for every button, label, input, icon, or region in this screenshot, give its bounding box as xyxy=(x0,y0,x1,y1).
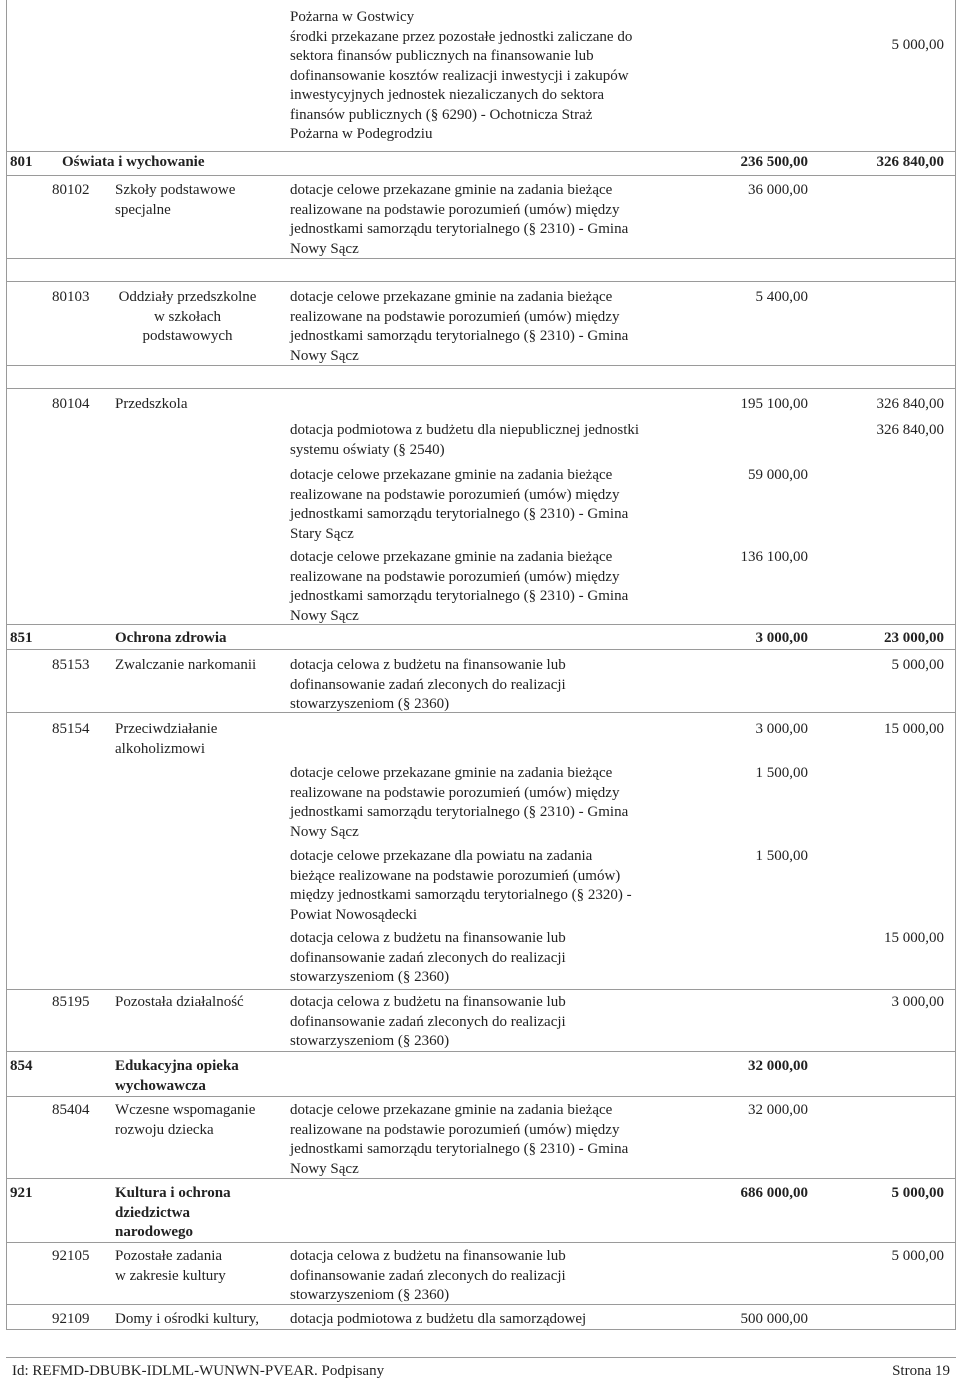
row-description xyxy=(290,466,680,544)
desc-line: jednostkami samorządu terytorialnego (§ 2310) - Gmina xyxy=(290,328,629,344)
amount-col2: 5 000,00 xyxy=(891,657,944,673)
rozdzial-name xyxy=(115,1247,226,1286)
desc-line: jednostkami samorządu terytorialnego (§ 2310) - Gmina xyxy=(290,221,629,237)
rozdzial-code: 85154 xyxy=(52,721,90,737)
desc-line: dotacje celowe przekazane gminie na zadania bieżące xyxy=(290,549,613,565)
rozdzial-code: 80104 xyxy=(52,396,90,412)
amount-col2: 5 000,00 xyxy=(891,1248,944,1264)
desc-line: Nowy Sącz xyxy=(290,607,359,624)
name-line: rozwoju dziecka xyxy=(115,1121,214,1138)
row-separator xyxy=(6,989,956,990)
desc-line: dotacje celowe przekazane gminie na zadania bieżące xyxy=(290,1102,613,1118)
desc-line: jednostkami samorządu terytorialnego (§ 2310) - Gmina xyxy=(290,506,629,522)
desc-line: realizowane na podstawie porozumień (umów) między xyxy=(290,308,620,325)
desc-line: Nowy Sącz xyxy=(290,240,359,257)
desc-line: stowarzyszeniom (§ 2360) xyxy=(290,696,450,712)
desc-line: dofinansowanie kosztów realizacji inwestycji i zakupów xyxy=(290,67,629,84)
rozdzial-code: 80102 xyxy=(52,182,90,198)
desc-line: bieżące realizowane na podstawie porozumień (umów) xyxy=(290,867,621,884)
dzial-code: 854 xyxy=(10,1058,33,1074)
desc-line: jednostkami samorządu terytorialnego (§ 2310) - Gmina xyxy=(290,588,629,604)
amount-col1: 500 000,00 xyxy=(740,1311,808,1327)
desc-line: systemu oświaty (§ 2540) xyxy=(290,441,445,458)
dzial-name xyxy=(115,1184,231,1243)
desc-line: realizowane na podstawie porozumień (umów) między xyxy=(290,784,620,801)
amount-col2: 326 840,00 xyxy=(876,422,944,438)
amount-col1: 59 000,00 xyxy=(748,467,808,483)
name-line: alkoholizmowi xyxy=(115,740,205,757)
row-description xyxy=(290,1310,710,1330)
desc-line: dotacja celowa z budżetu na finansowanie lub xyxy=(290,1248,566,1264)
row-separator xyxy=(6,281,956,282)
row-description xyxy=(290,847,680,925)
desc-line: Powiat Nowosądecki xyxy=(290,906,418,923)
amount-col1: 3 000,00 xyxy=(755,630,808,646)
desc-line: jednostkami samorządu terytorialnego (§ 2310) - Gmina xyxy=(290,804,629,820)
desc-line: realizowane na podstawie porozumień (umów) między xyxy=(290,1121,620,1138)
desc-line: dotacja celowa z budżetu na finansowanie lub xyxy=(290,657,566,673)
name-line: Wczesne wspomaganie xyxy=(115,1102,256,1118)
row-top-description xyxy=(290,8,680,145)
rozdzial-name xyxy=(115,1101,255,1140)
name-line: podstawowych xyxy=(142,328,233,344)
desc-line: stowarzyszeniom (§ 2360) xyxy=(290,1287,450,1303)
amount-col2: 15 000,00 xyxy=(884,930,944,946)
rozdzial-name: Zwalczanie narkomanii xyxy=(115,657,257,673)
desc-line: finansów publicznych (§ 6290) - Ochotnicza Straż xyxy=(290,106,593,123)
amount-col1: 136 100,00 xyxy=(740,549,808,565)
rozdzial-code: 85195 xyxy=(52,994,90,1010)
amount-col1: 686 000,00 xyxy=(740,1185,808,1201)
amount-col1: 195 100,00 xyxy=(740,396,808,412)
row-separator xyxy=(6,388,956,389)
row-description xyxy=(290,548,680,626)
desc-line: dofinansowanie zadań zleconych do realizacji xyxy=(290,1267,566,1284)
row-description xyxy=(290,1247,680,1306)
amount-col1: 3 000,00 xyxy=(755,721,808,737)
row-separator xyxy=(6,151,956,152)
table-border-left xyxy=(6,0,7,1330)
amount-col1: 236 500,00 xyxy=(740,154,808,170)
desc-line: między jednostkami samorządu terytorialnego (§ 2320) - xyxy=(290,887,632,903)
rozdzial-code: 85153 xyxy=(52,657,90,673)
name-line: Kultura i ochrona xyxy=(115,1185,231,1201)
desc-line: dotacje celowe przekazane gminie na zadania bieżące xyxy=(290,182,613,198)
desc-line: Nowy Sącz xyxy=(290,1160,359,1177)
name-line: w szkołach xyxy=(153,308,222,325)
desc-line: dotacja celowa z budżetu na finansowanie lub xyxy=(290,930,566,946)
dzial-code: 921 xyxy=(10,1185,33,1201)
desc-line: inwestycyjnych jednostek niezaliczanych do sektora xyxy=(290,87,605,103)
rozdzial-name xyxy=(115,720,217,759)
name-line: Pozostałe zadania xyxy=(115,1248,223,1264)
rozdzial-code: 80103 xyxy=(52,289,90,305)
rozdzial-name xyxy=(115,288,260,347)
desc-line: Pożarna w Podegrodziu xyxy=(290,126,433,142)
row-description xyxy=(290,656,680,715)
row-separator xyxy=(6,175,956,176)
desc-line: Stary Sącz xyxy=(290,525,354,542)
desc-line: dotacje celowe przekazane gminie na zadania bieżące xyxy=(290,289,613,305)
amount-col2: 5 000,00 xyxy=(891,37,944,53)
row-description xyxy=(290,929,680,988)
name-line: dziedzictwa xyxy=(115,1204,190,1221)
amount-col2: 23 000,00 xyxy=(884,630,944,646)
name-line: Oddziały przedszkolne xyxy=(118,289,257,305)
name-line: Szkoły podstawowe xyxy=(115,182,236,198)
amount-col1: 32 000,00 xyxy=(748,1058,808,1074)
amount-col2: 5 000,00 xyxy=(891,1185,944,1201)
rozdzial-name: Pozostała działalność xyxy=(115,994,244,1010)
desc-line: realizowane na podstawie porozumień (umów) między xyxy=(290,486,620,503)
desc-line: jednostkami samorządu terytorialnego (§ 2310) - Gmina xyxy=(290,1141,629,1157)
name-line: specjalne xyxy=(115,201,171,218)
amount-col2: 326 840,00 xyxy=(876,396,944,412)
desc-line: dotacja podmiotowa z budżetu dla niepublicznej jednostki xyxy=(290,422,640,438)
desc-line: Nowy Sącz xyxy=(290,823,359,840)
dzial-name: Ochrona zdrowia xyxy=(115,630,227,646)
amount-col2: 15 000,00 xyxy=(884,721,944,737)
amount-col1: 32 000,00 xyxy=(748,1102,808,1118)
footer-separator xyxy=(6,1357,956,1358)
desc-line: Nowy Sącz xyxy=(290,347,359,364)
dzial-code: 851 xyxy=(10,630,33,646)
document-id: Id: REFMD-DBUBK-IDLML-WUNWN-PVEAR. Podpisany xyxy=(12,1363,385,1379)
row-description xyxy=(290,421,710,460)
amount-col2: 3 000,00 xyxy=(891,994,944,1010)
amount-col1: 1 500,00 xyxy=(755,765,808,781)
row-separator xyxy=(6,649,956,650)
desc-line: realizowane na podstawie porozumień (umów) między xyxy=(290,568,620,585)
table-border-right xyxy=(955,0,956,1330)
row-separator xyxy=(6,1096,956,1097)
desc-line: stowarzyszeniom (§ 2360) xyxy=(290,1033,450,1049)
desc-line: dofinansowanie zadań zleconych do realizacji xyxy=(290,949,566,966)
amount-col2: 326 840,00 xyxy=(876,154,944,170)
row-description xyxy=(290,764,680,842)
name-line: w zakresie kultury xyxy=(115,1267,226,1284)
row-description xyxy=(290,288,680,366)
rozdzial-name: Domy i ośrodki kultury, xyxy=(115,1311,260,1327)
desc-line: realizowane na podstawie porozumień (umów) między xyxy=(290,201,620,218)
desc-line: Pożarna w Gostwicy xyxy=(290,9,415,25)
name-line: Przeciwdziałanie xyxy=(115,721,218,737)
rozdzial-code: 92105 xyxy=(52,1248,90,1264)
dzial-name xyxy=(115,1057,239,1096)
rozdzial-name xyxy=(115,181,235,220)
row-description xyxy=(290,181,680,259)
desc-line: sektora finansów publicznych na finansowanie lub xyxy=(290,48,594,64)
name-line: narodowego xyxy=(115,1224,194,1240)
amount-col1: 5 400,00 xyxy=(755,289,808,305)
rozdzial-name: Przedszkola xyxy=(115,396,188,412)
desc-line: dofinansowanie zadań zleconych do realizacji xyxy=(290,1013,566,1030)
rozdzial-code: 92109 xyxy=(52,1311,90,1327)
desc-line: dotacje celowe przekazane dla powiatu na zadania xyxy=(290,848,593,864)
desc-line: środki przekazane przez pozostałe jednostki zaliczane do xyxy=(290,28,633,45)
desc-line: dotacje celowe przekazane gminie na zadania bieżące xyxy=(290,765,613,781)
amount-col1: 36 000,00 xyxy=(748,182,808,198)
row-description xyxy=(290,1101,680,1179)
dzial-name: Oświata i wychowanie xyxy=(62,154,205,170)
desc-line: dotacja celowa z budżetu na finansowanie lub xyxy=(290,994,566,1010)
rozdzial-code: 85404 xyxy=(52,1102,90,1118)
name-line: wychowawcza xyxy=(115,1077,206,1094)
page-number: Strona 19 xyxy=(892,1363,950,1379)
name-line: Edukacyjna opieka xyxy=(115,1058,239,1074)
dzial-code: 801 xyxy=(10,154,33,170)
row-description xyxy=(290,993,680,1052)
desc-line: stowarzyszeniom (§ 2360) xyxy=(290,969,450,985)
amount-col1: 1 500,00 xyxy=(755,848,808,864)
desc-line: dotacja podmiotowa z budżetu dla samorządowej xyxy=(290,1311,587,1327)
desc-line: dotacje celowe przekazane gminie na zadania bieżące xyxy=(290,467,613,483)
desc-line: dofinansowanie zadań zleconych do realizacji xyxy=(290,676,566,693)
